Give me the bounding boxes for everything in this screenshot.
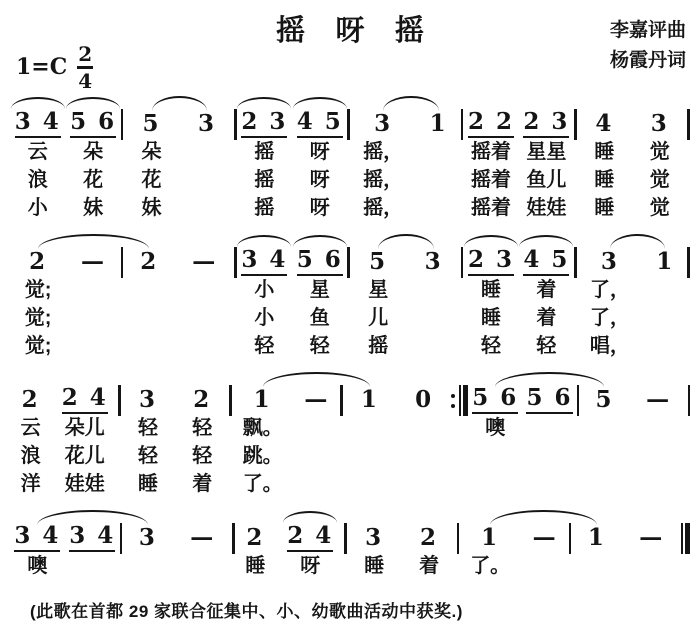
lyric-cell: 摇着: [471, 197, 511, 219]
note-digits: 5 6: [472, 385, 518, 414]
note-digits: 2 4: [287, 523, 333, 552]
note-column: [364, 508, 384, 581]
lyric-cell: 睡: [364, 555, 385, 577]
lyric-cell: 鱼: [309, 307, 330, 329]
lyric-cell: 轻: [254, 335, 275, 357]
lyric-cell: 轻: [536, 335, 557, 357]
note-column: [21, 370, 41, 499]
measure: [10, 94, 121, 223]
note-group: [69, 523, 115, 553]
measure: [123, 232, 234, 361]
note-column: [243, 370, 283, 499]
note-group: [430, 109, 448, 139]
lyric-cell: 小: [254, 307, 275, 329]
measure: [235, 508, 345, 581]
note-group: [14, 523, 60, 553]
duration-dash: [192, 247, 217, 277]
repeat-barline: [451, 385, 468, 416]
lyric-cell: 了，: [589, 307, 630, 329]
lyric-cell: 摇，: [363, 169, 404, 191]
note-column: [70, 94, 116, 223]
note-column: [468, 232, 514, 361]
song-title: 摇呀摇: [276, 15, 455, 47]
measure: [577, 94, 688, 223]
measure: [10, 232, 121, 361]
note-group: [526, 385, 572, 415]
note-digits: 3 4: [14, 523, 60, 552]
lyric-cell: 觉: [649, 169, 670, 191]
lyric-cell: 小: [254, 279, 275, 301]
lyric-cell: 娃娃: [64, 473, 105, 495]
lyric-cell: 摇，: [363, 197, 404, 219]
note-column: [523, 232, 569, 361]
note-column: [297, 94, 343, 223]
note-column: [468, 94, 514, 223]
note-digits: 2: [29, 248, 48, 275]
note-digits: 1: [253, 386, 272, 413]
note-digits: 2: [193, 386, 212, 413]
note-group: [139, 523, 157, 553]
lyric-cell: 呀: [309, 197, 330, 219]
time-denominator: 4: [78, 68, 93, 93]
lyric-cell: 摇: [368, 335, 389, 357]
measure: [121, 370, 229, 499]
note-column: [192, 232, 217, 361]
lyric-cell: 呀: [309, 141, 330, 163]
note-digits: 4: [595, 110, 614, 137]
lyric-cell: 云: [27, 141, 48, 163]
note-group: [254, 385, 272, 415]
lyric-cell: 鱼儿: [526, 169, 567, 191]
lyric-cell: 了。: [242, 473, 283, 495]
lyric-cell: 浪: [20, 445, 41, 467]
note-digits: 3 4: [15, 109, 61, 138]
lyric-cell: 唱，: [589, 335, 630, 357]
measure: [577, 232, 688, 361]
note-group: [601, 247, 619, 277]
note-column: [297, 232, 343, 361]
final-barline: [681, 523, 690, 554]
note-digits: 5: [595, 386, 614, 413]
note-column: [594, 94, 614, 223]
lyric-cell: 觉;: [24, 307, 52, 329]
note-group: [29, 247, 47, 277]
note-column: [140, 232, 158, 361]
note-group: [595, 385, 613, 415]
lyric-cell: 着: [419, 555, 440, 577]
system-row: [10, 370, 690, 499]
lyric-cell: 轻: [138, 445, 159, 467]
note-digits: 1: [656, 248, 675, 275]
measure: [237, 232, 348, 361]
note-column: [430, 94, 448, 223]
note-digits: —: [646, 386, 672, 413]
measure: [468, 370, 576, 499]
note-digits: —: [192, 248, 218, 275]
measure: [579, 370, 687, 499]
thin-barline: [459, 385, 461, 416]
lyric-cell: 朵: [141, 141, 162, 163]
system: [10, 94, 690, 223]
note-column: [650, 94, 670, 223]
note-digits: —: [190, 524, 216, 551]
note-group: [651, 109, 669, 139]
note-digits: 2: [420, 524, 439, 551]
measure: [232, 370, 340, 499]
lyric-cell: 花: [83, 169, 104, 191]
note-group: [140, 247, 158, 277]
lyric-cell: 呀: [300, 555, 321, 577]
note-column: [639, 508, 664, 581]
lyric-cell: 朵儿: [64, 417, 105, 439]
system: [10, 370, 690, 499]
note-column: [363, 94, 403, 223]
note-group: [595, 109, 613, 139]
lyric-cell: 星: [368, 279, 389, 301]
note-digits: 3: [139, 386, 158, 413]
note-digits: 3: [138, 524, 157, 551]
rest-note: [415, 385, 433, 415]
barline: [687, 247, 690, 278]
note-digits: 5 6: [297, 247, 343, 276]
note-digits: 2 2: [468, 109, 514, 138]
note-group: [22, 385, 40, 415]
note-digits: 1: [587, 524, 606, 551]
lyric-cell: 着: [192, 473, 213, 495]
note-group: [139, 385, 157, 415]
lyric-cell: 洋: [20, 473, 41, 495]
note-digits: 3: [365, 524, 384, 551]
lyricist-credit: 杨霞丹词: [609, 50, 686, 71]
lyric-cell: 花儿: [64, 445, 105, 467]
note-group: [241, 247, 287, 277]
lyric-cell: 跳。: [242, 445, 283, 467]
note-group: [369, 247, 387, 277]
repeat-dot-icon: [451, 394, 455, 398]
note-digits: 3: [650, 110, 669, 137]
lyric-cell: 星星: [526, 141, 567, 163]
duration-dash: [190, 523, 215, 553]
note-digits: 2 3: [523, 109, 569, 138]
lyric-cell: 觉;: [24, 279, 52, 301]
note-group: [656, 247, 674, 277]
note-column: [198, 94, 216, 223]
lyric-cell: 睡: [138, 473, 159, 495]
measure: [347, 508, 457, 581]
repeat-dots-icon: [451, 394, 455, 408]
lyric-cell: 轻: [192, 445, 213, 467]
note-group: [468, 247, 514, 277]
thick-barline: [685, 523, 690, 554]
duration-dash: [81, 247, 106, 277]
lyric-cell: 着: [536, 307, 557, 329]
note-group: [241, 109, 287, 139]
lyric-cell: 娃娃: [526, 197, 567, 219]
lyric-cell: 摇，: [363, 141, 404, 163]
note-digits: 3: [197, 110, 216, 137]
note-group: [198, 109, 216, 139]
note-group: [588, 523, 606, 553]
note-digits: 1: [360, 386, 379, 413]
lyric-cell: 摇着: [471, 141, 511, 163]
note-digits: 5 6: [526, 385, 572, 414]
measure: [463, 94, 574, 223]
header: [0, 0, 700, 94]
note-group: [523, 247, 569, 277]
duration-dash: [639, 523, 664, 553]
composer-credit: 李嘉评曲: [609, 20, 686, 41]
note-column: [472, 370, 518, 499]
note-group: [143, 109, 161, 139]
note-digits: 1: [481, 524, 500, 551]
system-row: [10, 232, 690, 361]
note-digits: 2 3: [468, 247, 514, 276]
time-numerator: 2: [78, 42, 93, 66]
note-group: [193, 385, 211, 415]
lyric-cell: 噢: [27, 555, 48, 577]
key-signature: 1=C: [16, 54, 68, 81]
note-column: [368, 232, 388, 361]
note-column: [190, 508, 215, 581]
measure: [463, 232, 574, 361]
lyric-cell: 睡: [481, 279, 501, 301]
measure: [123, 94, 234, 223]
note-digits: 2: [246, 524, 265, 551]
lyric-cell: 摇着: [471, 169, 511, 191]
lyric-cell: 睡: [594, 141, 615, 163]
lyric-cell: 儿: [368, 307, 389, 329]
note-digits: 2: [21, 386, 40, 413]
note-group: [425, 247, 443, 277]
note-column: [287, 508, 333, 581]
barline: [688, 385, 691, 416]
note-digits: —: [532, 524, 558, 551]
note-column: [304, 370, 329, 499]
lyric-cell: 摇: [254, 141, 275, 163]
lyric-cell: 摇: [254, 169, 275, 191]
note-group: [361, 385, 379, 415]
note-group: [246, 523, 264, 553]
note-column: [419, 508, 439, 581]
measure: [350, 94, 461, 223]
measure: [350, 232, 461, 361]
lyric-cell: 轻: [138, 417, 159, 439]
key-time-signature: [16, 44, 93, 91]
note-digits: 3: [374, 110, 393, 137]
note-digits: 5 6: [70, 109, 116, 138]
note-digits: 3 4: [69, 523, 115, 552]
note-digits: —: [304, 386, 330, 413]
note-column: [192, 370, 212, 499]
note-column: [526, 370, 572, 499]
note-digits: 4 5: [523, 247, 569, 276]
lyric-cell: 妹: [83, 197, 104, 219]
note-column: [656, 232, 674, 361]
lyric-cell: 着: [536, 279, 557, 301]
duration-dash: [533, 523, 558, 553]
note-digits: 4 5: [297, 109, 343, 138]
repeat-dot-icon: [451, 404, 455, 408]
note-digits: —: [639, 524, 665, 551]
lyric-cell: 觉;: [24, 335, 52, 357]
lyric-cell: 飘。: [242, 417, 283, 439]
note-group: [62, 385, 108, 415]
lyric-cell: 睡: [245, 555, 266, 577]
duration-dash: [304, 385, 329, 415]
lyric-cell: 了，: [589, 279, 630, 301]
note-group: [15, 109, 61, 139]
note-digits: 1: [429, 110, 448, 137]
note-digits: 3: [600, 248, 619, 275]
lyric-cell: 睡: [594, 169, 615, 191]
note-digits: 5: [369, 248, 388, 275]
note-column: [241, 94, 287, 223]
barline: [687, 109, 690, 140]
note-group: [420, 523, 438, 553]
credits: [610, 16, 686, 76]
note-group: [472, 385, 518, 415]
note-group: [297, 109, 343, 139]
lyric-cell: 妹: [141, 197, 162, 219]
note-digits: 3: [424, 248, 443, 275]
note-group: [481, 523, 499, 553]
lyric-cell: 轻: [481, 335, 501, 357]
note-digits: 0: [415, 386, 434, 413]
note-column: [142, 94, 162, 223]
note-digits: 3 4: [241, 247, 287, 276]
note-column: [62, 370, 108, 499]
note-column: [25, 232, 52, 361]
measure: [343, 370, 451, 499]
system: [10, 508, 690, 581]
lyric-cell: 了。: [470, 555, 511, 577]
note-column: [15, 94, 61, 223]
lyric-cell: 朵: [83, 141, 104, 163]
lyric-cell: 呀: [309, 169, 330, 191]
lyric-cell: 花: [141, 169, 162, 191]
note-column: [523, 94, 569, 223]
note-column: [361, 370, 379, 499]
note-digits: 2: [140, 248, 159, 275]
note-group: [374, 109, 392, 139]
thin-barline: [681, 523, 683, 554]
note-column: [425, 232, 443, 361]
lyric-cell: 小: [27, 197, 48, 219]
note-group: [287, 523, 333, 553]
lyric-cell: 觉: [649, 141, 670, 163]
lyric-cell: 浪: [27, 169, 48, 191]
time-signature: [77, 44, 93, 91]
note-group: [297, 247, 343, 277]
note-group: [70, 109, 116, 139]
note-column: [245, 508, 265, 581]
lyric-cell: 星: [309, 279, 330, 301]
lyric-cell: 轻: [192, 417, 213, 439]
note-column: [415, 370, 433, 499]
system: [10, 232, 690, 361]
note-column: [81, 232, 106, 361]
note-column: [590, 232, 630, 361]
lyric-cell: 睡: [481, 307, 501, 329]
lyric-cell: 觉: [649, 197, 670, 219]
note-group: [468, 109, 514, 139]
footer-note: (此歌在首都 29 家联合征集中、小、幼歌曲活动中获奖.): [30, 602, 463, 621]
lyric-cell: 轻: [309, 335, 330, 357]
measure: [237, 94, 348, 223]
note-column: [595, 370, 613, 499]
lyric-cell: 噢: [485, 417, 506, 439]
measure: [10, 370, 118, 499]
note-group: [365, 523, 383, 553]
lyric-cell: 摇: [254, 197, 275, 219]
system-row: [10, 94, 690, 223]
note-column: [646, 370, 671, 499]
note-group: [523, 109, 569, 139]
note-column: [138, 370, 158, 499]
note-digits: 2 3: [241, 109, 287, 138]
lyric-cell: 云: [20, 417, 41, 439]
note-digits: —: [81, 248, 107, 275]
note-digits: 2 4: [62, 385, 108, 414]
duration-dash: [646, 385, 671, 415]
note-digits: 5: [142, 110, 161, 137]
score-systems: [0, 94, 700, 581]
lyric-cell: 睡: [594, 197, 615, 219]
note-column: [241, 232, 287, 361]
